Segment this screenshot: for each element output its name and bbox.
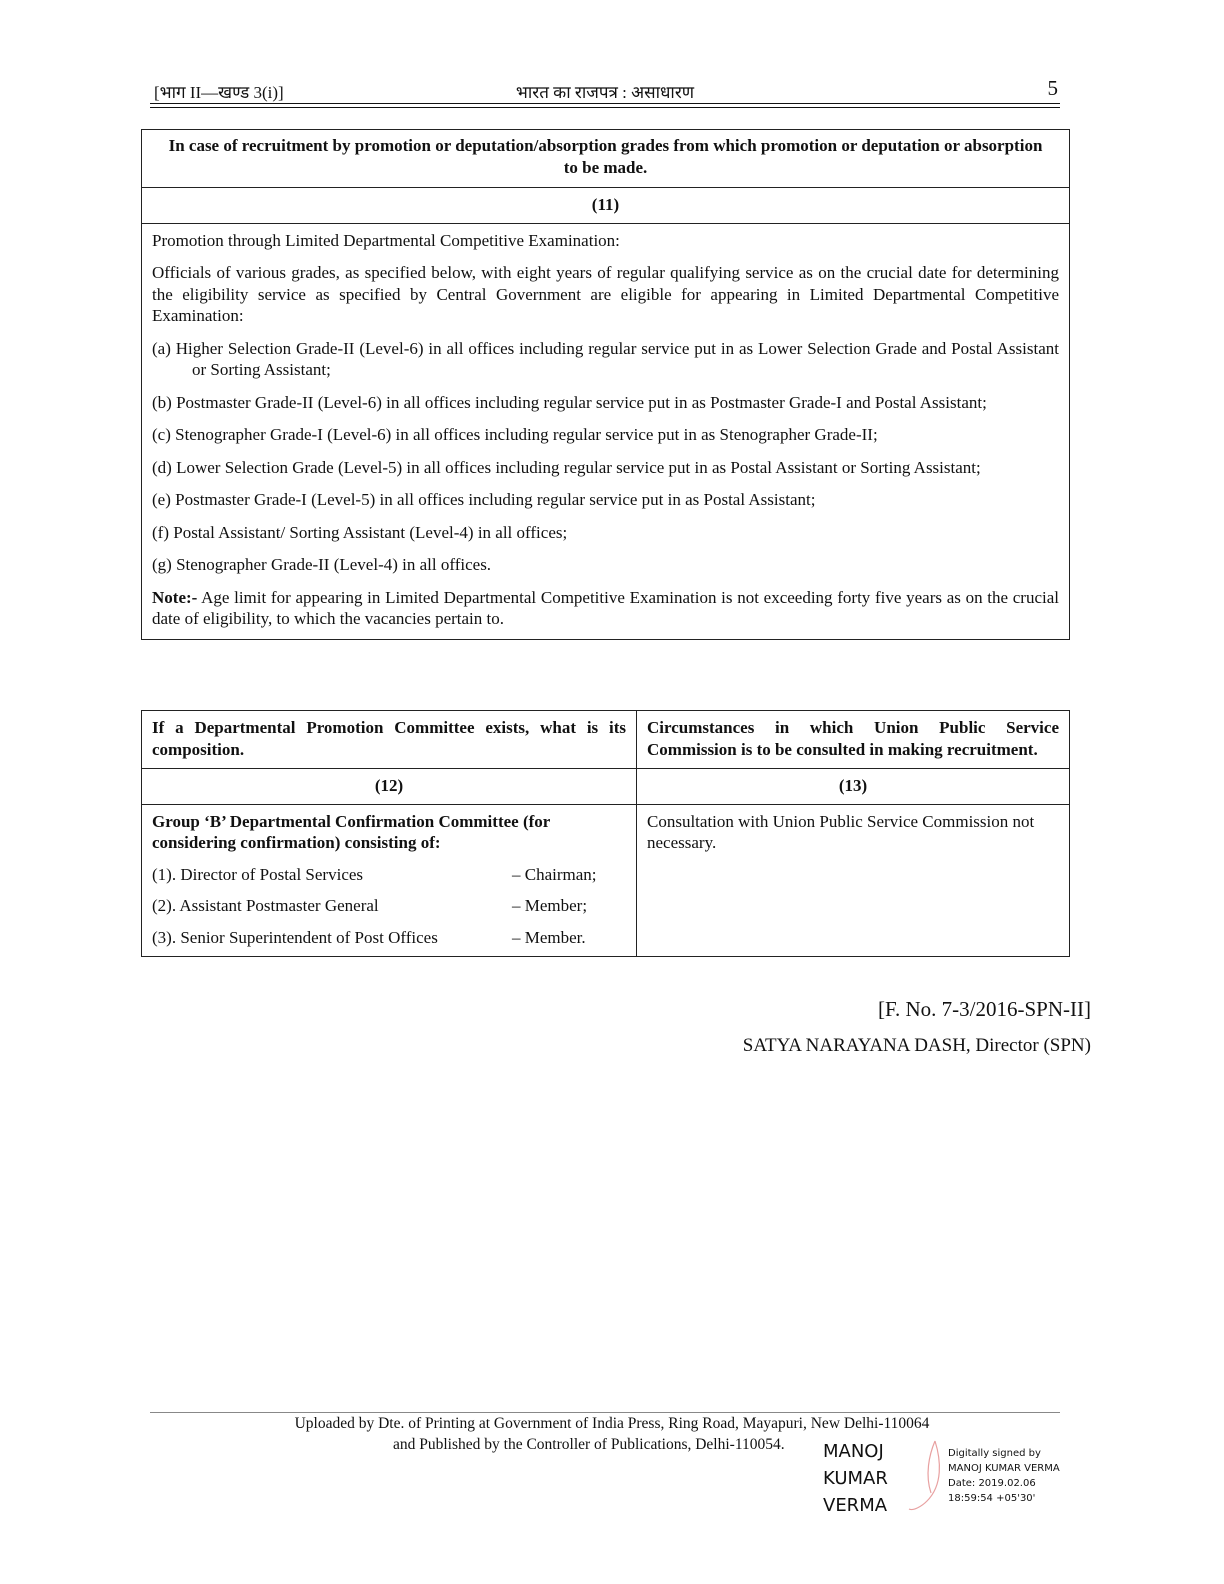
eligibility-text: Officials of various grades, as specified below, with eight years of regular qualifying service as on the crucial date for determining the eligibility service as specified by Central Government are eligible for appearing in Limited Departmental Competitive Examination:: [152, 263, 1059, 325]
digital-signature-name: [823, 1438, 888, 1519]
signature-info-line: Date: 2019.02.06: [948, 1478, 1036, 1489]
signer-name-line: MANOJ: [823, 1441, 884, 1462]
recruitment-table: [141, 129, 1070, 640]
member-name: (3). Senior Superintendent of Post Offices: [152, 927, 438, 947]
file-number: [F. No. 7-3/2016-SPN-II]: [878, 997, 1091, 1021]
header-rule: [150, 103, 1060, 104]
column-body: [142, 223, 1070, 639]
member-name: (2). Assistant Postmaster General: [152, 896, 379, 915]
list-item: (b) Postmaster Grade-II (Level-6) in all offices including regular service put in as Postmaster Grade-I and Postal Assistant;: [152, 392, 987, 412]
list-item: (a) Higher Selection Grade-II (Level-6) in all offices including regular service put in as Lower Selection Grade and Postal Assistant or Sorting Assistant;: [152, 338, 1059, 379]
intro-text: Promotion through Limited Departmental Competitive Examination:: [152, 230, 620, 250]
list-item: (f) Postal Assistant/ Sorting Assistant (Level-4) in all offices;: [152, 522, 568, 542]
column-13-number: (13): [637, 769, 1070, 805]
member-role: – Chairman;: [512, 864, 597, 884]
page-header: [150, 78, 1060, 104]
column-13-heading: Circumstances in which Union Public Service Commission is to be consulted in making recruitment.: [637, 711, 1070, 769]
list-item: (g) Stenographer Grade-II (Level-4) in all offices.: [152, 555, 492, 574]
note-text: Age limit for appearing in Limited Departmental Competitive Examination is not exceeding forty five years as on the crucial date of eligibility, to which the vacancies pertain to.: [152, 587, 1059, 628]
signature-mark-icon: [905, 1435, 945, 1515]
header-gazette-title: भारत का राजपत्र : असाधारण: [515, 83, 695, 102]
signature-info-line: MANOJ KUMAR VERMA: [948, 1463, 1060, 1474]
signature-info-line: Digitally signed by: [948, 1448, 1041, 1459]
note: [152, 587, 1059, 630]
upsc-consultation-text: Consultation with Union Public Service Commission not necessary.: [637, 804, 1070, 957]
signer-name-line: KUMAR: [823, 1468, 888, 1489]
list-item: (e) Postmaster Grade-I (Level-5) in all offices including regular service put in as Postal Assistant;: [152, 490, 816, 509]
committee-composition: [142, 804, 637, 957]
signatory: SATYA NARAYANA DASH, Director (SPN): [742, 1035, 1091, 1056]
member-role: – Member;: [512, 896, 588, 915]
column-12-heading: If a Departmental Promotion Committee exists, what is its composition.: [142, 711, 637, 769]
committee-member: [152, 864, 626, 886]
footer-line-1: Uploaded by Dte. of Printing at Government of India Press, Ring Road, Mayapuri, New Delhi-110064: [294, 1415, 930, 1432]
note-label: Note:-: [152, 587, 198, 607]
committee-table: [141, 710, 1070, 957]
page-number: 5: [1047, 76, 1058, 100]
committee-member: [152, 927, 626, 949]
member-role: – Member.: [512, 927, 586, 947]
signature-info-line: 18:59:54 +05'30': [948, 1493, 1036, 1504]
digital-signature-info: [948, 1446, 1060, 1506]
footer-line-2: and Published by the Controller of Publications, Delhi-110054.: [393, 1436, 785, 1453]
column-number: (11): [142, 188, 1070, 224]
column-12-number: (12): [142, 769, 637, 805]
member-name: (1). Director of Postal Services: [152, 864, 364, 884]
header-part-label: [भाग II—खण्ड 3(i)]: [154, 83, 284, 102]
header-rule: [150, 107, 1060, 108]
signer-name-line: VERMA: [823, 1495, 888, 1516]
committee-member: [152, 895, 626, 917]
column-heading: In case of recruitment by promotion or deputation/absorption grades from which promotion or deputation or absorption to be made.: [142, 130, 1070, 188]
committee-title: Group ‘B’ Departmental Confirmation Committee (for considering confirmation) consisting of:: [152, 811, 551, 852]
footer-rule: [150, 1412, 1060, 1413]
list-item: (d) Lower Selection Grade (Level-5) in all offices including regular service put in as Postal Assistant or Sorting Assistant;: [152, 457, 981, 477]
list-item: (c) Stenographer Grade-I (Level-6) in all offices including regular service put in as Stenographer Grade-II;: [152, 425, 878, 444]
